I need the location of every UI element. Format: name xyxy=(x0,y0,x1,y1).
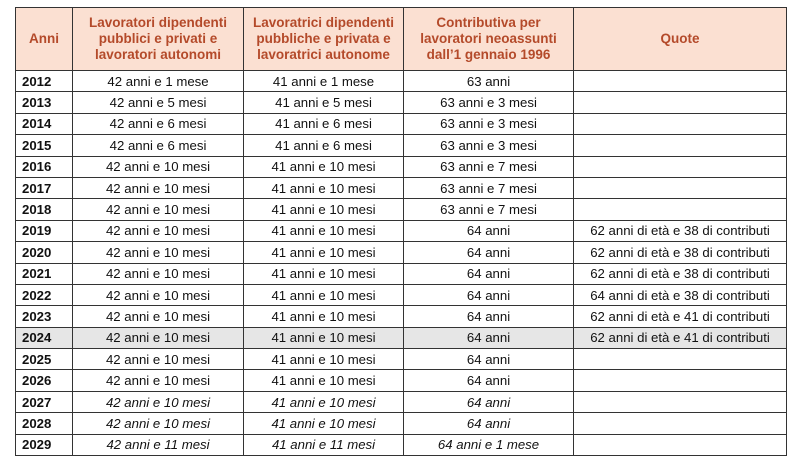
cell-male-requirement: 42 anni e 10 mesi xyxy=(73,327,244,348)
cell-male-requirement: 42 anni e 10 mesi xyxy=(73,413,244,434)
cell-contributory-requirement: 64 anni xyxy=(404,327,574,348)
table-row xyxy=(16,263,787,284)
cell-year: 2019 xyxy=(16,220,73,241)
cell-year: 2026 xyxy=(16,370,73,391)
cell-female-requirement: 41 anni e 6 mesi xyxy=(244,135,404,156)
cell-female-requirement: 41 anni e 10 mesi xyxy=(244,156,404,177)
cell-year: 2015 xyxy=(16,135,73,156)
table-row xyxy=(16,242,787,263)
cell-contributory-requirement: 64 anni xyxy=(404,370,574,391)
table-row xyxy=(16,413,787,434)
cell-female-requirement: 41 anni e 10 mesi xyxy=(244,391,404,412)
table-row xyxy=(16,370,787,391)
cell-contributory-requirement: 63 anni e 7 mesi xyxy=(404,177,574,198)
cell-male-requirement: 42 anni e 10 mesi xyxy=(73,306,244,327)
cell-contributory-requirement: 64 anni xyxy=(404,263,574,284)
cell-quote: 64 anni di età e 38 di contributi xyxy=(574,284,787,305)
cell-male-requirement: 42 anni e 10 mesi xyxy=(73,284,244,305)
cell-male-requirement: 42 anni e 10 mesi xyxy=(73,156,244,177)
cell-female-requirement: 41 anni e 1 mese xyxy=(244,71,404,92)
cell-quote: 62 anni di età e 41 di contributi xyxy=(574,327,787,348)
cell-female-requirement: 41 anni e 5 mesi xyxy=(244,92,404,113)
cell-female-requirement: 41 anni e 10 mesi xyxy=(244,242,404,263)
cell-quote: 62 anni di età e 41 di contributi xyxy=(574,306,787,327)
table-row xyxy=(16,327,787,348)
header-male-workers: Lavoratori dipendenti pubblici e privati e lavoratori autonomi xyxy=(73,8,244,71)
cell-quote xyxy=(574,135,787,156)
cell-year: 2021 xyxy=(16,263,73,284)
table-row xyxy=(16,391,787,412)
cell-quote: 62 anni di età e 38 di contributi xyxy=(574,242,787,263)
cell-contributory-requirement: 63 anni e 7 mesi xyxy=(404,156,574,177)
cell-quote xyxy=(574,349,787,370)
table-header-row xyxy=(16,8,787,71)
cell-year: 2020 xyxy=(16,242,73,263)
cell-female-requirement: 41 anni e 10 mesi xyxy=(244,199,404,220)
cell-male-requirement: 42 anni e 6 mesi xyxy=(73,113,244,134)
cell-male-requirement: 42 anni e 10 mesi xyxy=(73,177,244,198)
cell-contributory-requirement: 64 anni e 1 mese xyxy=(404,434,574,455)
table-row xyxy=(16,220,787,241)
cell-year: 2023 xyxy=(16,306,73,327)
cell-quote: 62 anni di età e 38 di contributi xyxy=(574,263,787,284)
cell-year: 2017 xyxy=(16,177,73,198)
cell-male-requirement: 42 anni e 10 mesi xyxy=(73,370,244,391)
cell-female-requirement: 41 anni e 10 mesi xyxy=(244,413,404,434)
cell-male-requirement: 42 anni e 6 mesi xyxy=(73,135,244,156)
cell-male-requirement: 42 anni e 10 mesi xyxy=(73,391,244,412)
cell-year: 2022 xyxy=(16,284,73,305)
table-row xyxy=(16,306,787,327)
table-row xyxy=(16,349,787,370)
cell-quote xyxy=(574,92,787,113)
table-row xyxy=(16,177,787,198)
cell-contributory-requirement: 64 anni xyxy=(404,391,574,412)
cell-year: 2024 xyxy=(16,327,73,348)
cell-female-requirement: 41 anni e 10 mesi xyxy=(244,327,404,348)
cell-female-requirement: 41 anni e 10 mesi xyxy=(244,177,404,198)
cell-male-requirement: 42 anni e 1 mese xyxy=(73,71,244,92)
cell-quote xyxy=(574,156,787,177)
cell-quote xyxy=(574,177,787,198)
cell-contributory-requirement: 64 anni xyxy=(404,349,574,370)
cell-female-requirement: 41 anni e 10 mesi xyxy=(244,284,404,305)
header-quote: Quote xyxy=(574,8,787,71)
cell-contributory-requirement: 64 anni xyxy=(404,306,574,327)
cell-quote xyxy=(574,391,787,412)
cell-female-requirement: 41 anni e 6 mesi xyxy=(244,113,404,134)
cell-male-requirement: 42 anni e 10 mesi xyxy=(73,263,244,284)
cell-female-requirement: 41 anni e 10 mesi xyxy=(244,263,404,284)
cell-year: 2018 xyxy=(16,199,73,220)
cell-year: 2028 xyxy=(16,413,73,434)
cell-female-requirement: 41 anni e 10 mesi xyxy=(244,306,404,327)
cell-male-requirement: 42 anni e 10 mesi xyxy=(73,199,244,220)
table-row xyxy=(16,284,787,305)
cell-quote xyxy=(574,71,787,92)
cell-quote: 62 anni di età e 38 di contributi xyxy=(574,220,787,241)
cell-year: 2014 xyxy=(16,113,73,134)
table-row xyxy=(16,71,787,92)
table-row xyxy=(16,434,787,455)
cell-male-requirement: 42 anni e 5 mesi xyxy=(73,92,244,113)
cell-year: 2029 xyxy=(16,434,73,455)
cell-female-requirement: 41 anni e 10 mesi xyxy=(244,370,404,391)
cell-quote xyxy=(574,434,787,455)
cell-contributory-requirement: 63 anni e 7 mesi xyxy=(404,199,574,220)
cell-quote xyxy=(574,413,787,434)
cell-quote xyxy=(574,370,787,391)
header-year: Anni xyxy=(16,8,73,71)
cell-year: 2012 xyxy=(16,71,73,92)
cell-contributory-requirement: 64 anni xyxy=(404,242,574,263)
cell-year: 2027 xyxy=(16,391,73,412)
cell-contributory-requirement: 64 anni xyxy=(404,413,574,434)
cell-male-requirement: 42 anni e 10 mesi xyxy=(73,220,244,241)
table-row xyxy=(16,92,787,113)
header-contributory: Contributiva per lavoratori neoassunti dall’1 gennaio 1996 xyxy=(404,8,574,71)
cell-contributory-requirement: 63 anni e 3 mesi xyxy=(404,113,574,134)
cell-contributory-requirement: 64 anni xyxy=(404,284,574,305)
cell-contributory-requirement: 63 anni xyxy=(404,71,574,92)
cell-female-requirement: 41 anni e 10 mesi xyxy=(244,220,404,241)
table-row xyxy=(16,199,787,220)
cell-male-requirement: 42 anni e 10 mesi xyxy=(73,349,244,370)
table-row xyxy=(16,156,787,177)
cell-contributory-requirement: 64 anni xyxy=(404,220,574,241)
cell-quote xyxy=(574,113,787,134)
cell-year: 2013 xyxy=(16,92,73,113)
cell-contributory-requirement: 63 anni e 3 mesi xyxy=(404,92,574,113)
table-row xyxy=(16,113,787,134)
cell-male-requirement: 42 anni e 11 mesi xyxy=(73,434,244,455)
table-row xyxy=(16,135,787,156)
cell-year: 2025 xyxy=(16,349,73,370)
cell-year: 2016 xyxy=(16,156,73,177)
cell-contributory-requirement: 63 anni e 3 mesi xyxy=(404,135,574,156)
cell-female-requirement: 41 anni e 11 mesi xyxy=(244,434,404,455)
pension-requirements-table xyxy=(15,7,787,456)
cell-quote xyxy=(574,199,787,220)
header-female-workers: Lavoratrici dipendenti pubbliche e privata e lavoratrici autonome xyxy=(244,8,404,71)
cell-female-requirement: 41 anni e 10 mesi xyxy=(244,349,404,370)
cell-male-requirement: 42 anni e 10 mesi xyxy=(73,242,244,263)
